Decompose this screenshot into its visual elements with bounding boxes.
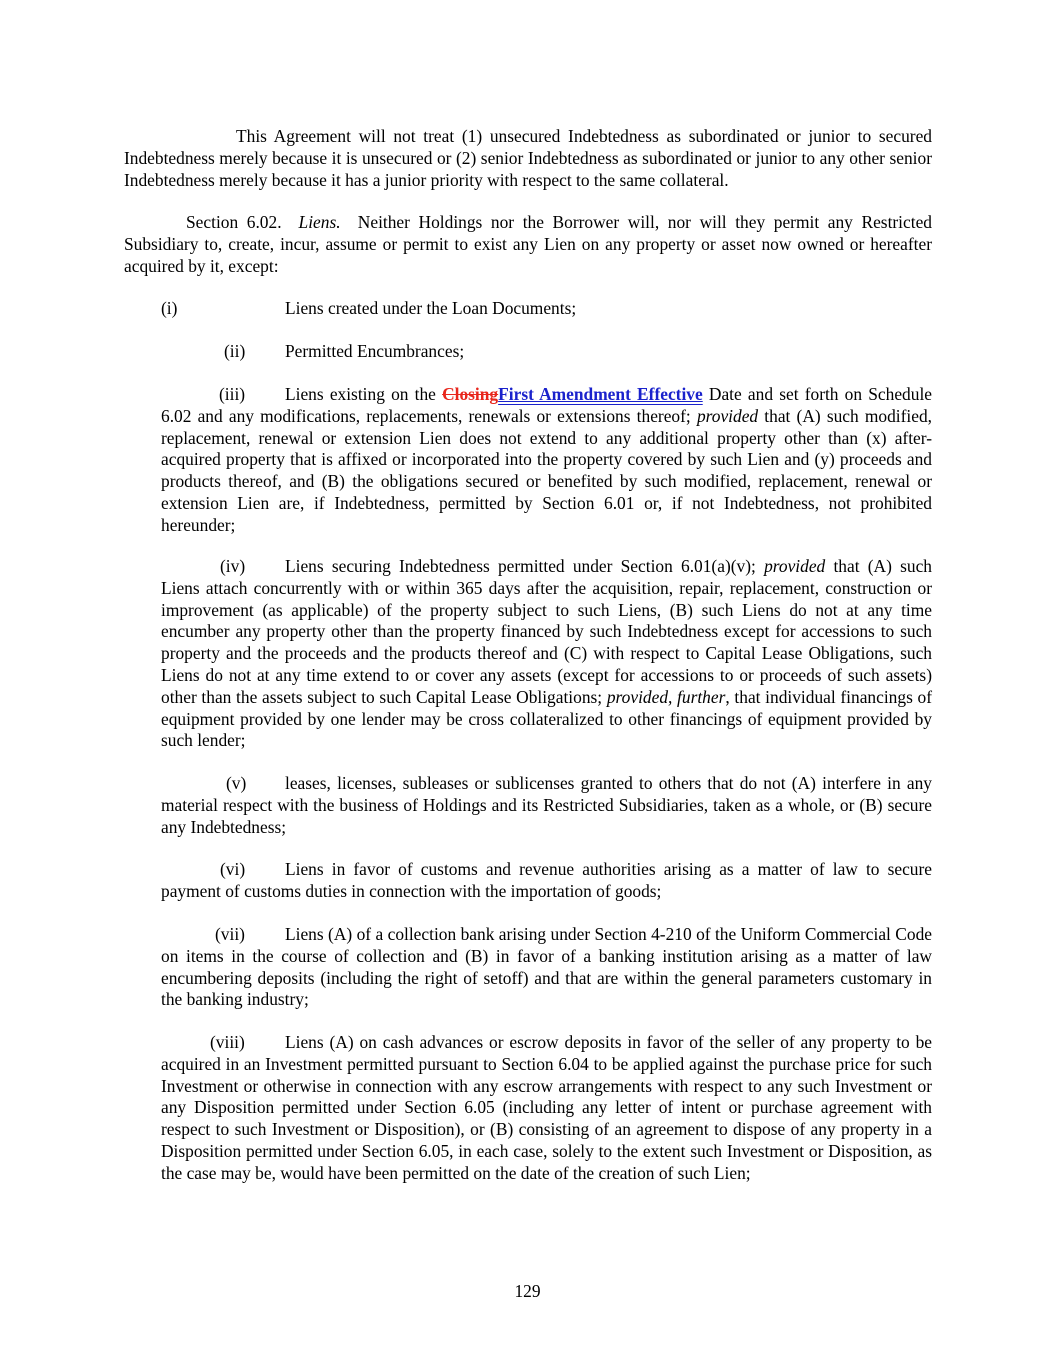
item-number: (vi) bbox=[220, 859, 246, 879]
item-mid-text: that (A) such Liens attach concurrently with or within 365 days after the acquisition, repair, replacement, construction or improvement (as applicable) of the property subject to such Liens, (B) such Liens do not at any time encumber any property other than the property financed by such Indebtedness except for accessions to such property and the proceeds and the products thereof and (C) with respect to Capital Lease Obligations, such Liens do not at any time extend to or cover any assets (except for accessions to or proceeds of such assets) other than the assets subject to such Capital Lease Obligations; bbox=[161, 556, 932, 707]
section-number: Section 6.02. bbox=[186, 212, 282, 232]
list-item-vi bbox=[161, 859, 932, 903]
item-rest-text: , that individual financings of equipment provided by one lender may be cross collateralized to other financings of equipment provided by such lender; bbox=[161, 686, 933, 751]
list-item-vii bbox=[161, 924, 932, 1011]
intro-paragraph bbox=[124, 126, 932, 191]
item-text: Liens in favor of customs and revenue authorities arising as a matter of law to secure payment of customs duties in connection with the importation of goods; bbox=[161, 859, 932, 901]
item-text: Liens (A) of a collection bank arising under Section 4-210 of the Uniform Commercial Code on items in the course of collection and (B) in favor of a banking institution arising as a matter of law encumbering deposits (including the right of setoff) and that are within the general parameters customary in the banking industry; bbox=[161, 924, 932, 1010]
item-mid-text: Date and set forth on Schedule 6.02 and any modifications, replacements, renewals or extensions thereof; bbox=[161, 384, 933, 426]
intro-text: This Agreement will not treat (1) unsecured Indebtedness as subordinated or junior to secured Indebtedness merely because it is unsecured or (2) senior Indebtedness as subordinated or junior to any other senior Indebtedness merely because it has a junior priority with respect to the same collateral. bbox=[124, 126, 932, 190]
section-title: Liens. bbox=[298, 212, 341, 232]
list-item-iv bbox=[161, 556, 932, 752]
item-emphasis: provided bbox=[696, 405, 759, 426]
item-text: Liens created under the Loan Documents; bbox=[285, 298, 577, 318]
item-number: (ii) bbox=[224, 341, 246, 361]
item-number: (i) bbox=[161, 298, 178, 318]
item-number: (iv) bbox=[220, 556, 246, 576]
list-item-iii bbox=[161, 384, 932, 537]
page-number: 129 bbox=[514, 1281, 541, 1301]
item-number: (vii) bbox=[215, 924, 245, 944]
item-lead-text: Liens existing on the bbox=[285, 384, 436, 404]
item-lead-text: Liens securing Indebtedness permitted under Section 6.01(a)(v); bbox=[285, 556, 756, 576]
list-item-viii bbox=[161, 1032, 932, 1185]
section-text: Neither Holdings nor the Borrower will, nor will they permit any Restricted Subsidiary to, create, incur, assume or permit to exist any Lien on any property or asset now owned or hereafter acquired by it, except: bbox=[124, 212, 932, 276]
item-number: (viii) bbox=[210, 1032, 245, 1052]
item-emphasis-further: provided, further bbox=[606, 686, 726, 707]
item-rest-text: that (A) such modified, replacement, renewal or extension Lien does not extend to any additional property other than (x) after-acquired property that is affixed or incorporated into the property covered by such Lien and (y) proceeds and products thereof, and (B) the obligations secured or benefited by such modified, replacement, renewal or extension Lien are, if Indebtedness, permitted by Section 6.01 or, if not Indebtedness, not prohibited hereunder; bbox=[161, 405, 933, 535]
section-6-02-paragraph bbox=[124, 212, 932, 277]
inserted-text: First Amendment Effective bbox=[498, 384, 703, 404]
item-emphasis: provided bbox=[764, 556, 826, 576]
list-item-ii bbox=[161, 341, 932, 363]
item-text: Liens (A) on cash advances or escrow deposits in favor of the seller of any property to be acquired in an Investment permitted pursuant to Section 6.04 to be applied against the purchase price for such Investment or otherwise in connection with any escrow arrangements with respect to any such Investment or any Disposition permitted under Section 6.05 (including any letter of intent or purchase agreement with respect to such Investment or Disposition), or (B) consisting of an agreement to dispose of any property in a Disposition permitted under Section 6.05, in each case, solely to the extent such Investment or Disposition, as the case may be, would have been permitted on the date of the creation of such Lien; bbox=[161, 1032, 932, 1183]
item-number: (v) bbox=[226, 773, 247, 793]
list-item-i bbox=[161, 298, 932, 320]
item-text: leases, licenses, subleases or sublicenses granted to others that do not (A) interfere in any material respect with the business of Holdings and its Restricted Subsidiaries, taken as a whole, or (B) secure any Indebtedness; bbox=[161, 773, 932, 837]
item-number: (iii) bbox=[219, 384, 246, 404]
item-text: Permitted Encumbrances; bbox=[285, 341, 465, 361]
deleted-text: Closing bbox=[442, 384, 499, 404]
list-item-v bbox=[161, 773, 932, 838]
